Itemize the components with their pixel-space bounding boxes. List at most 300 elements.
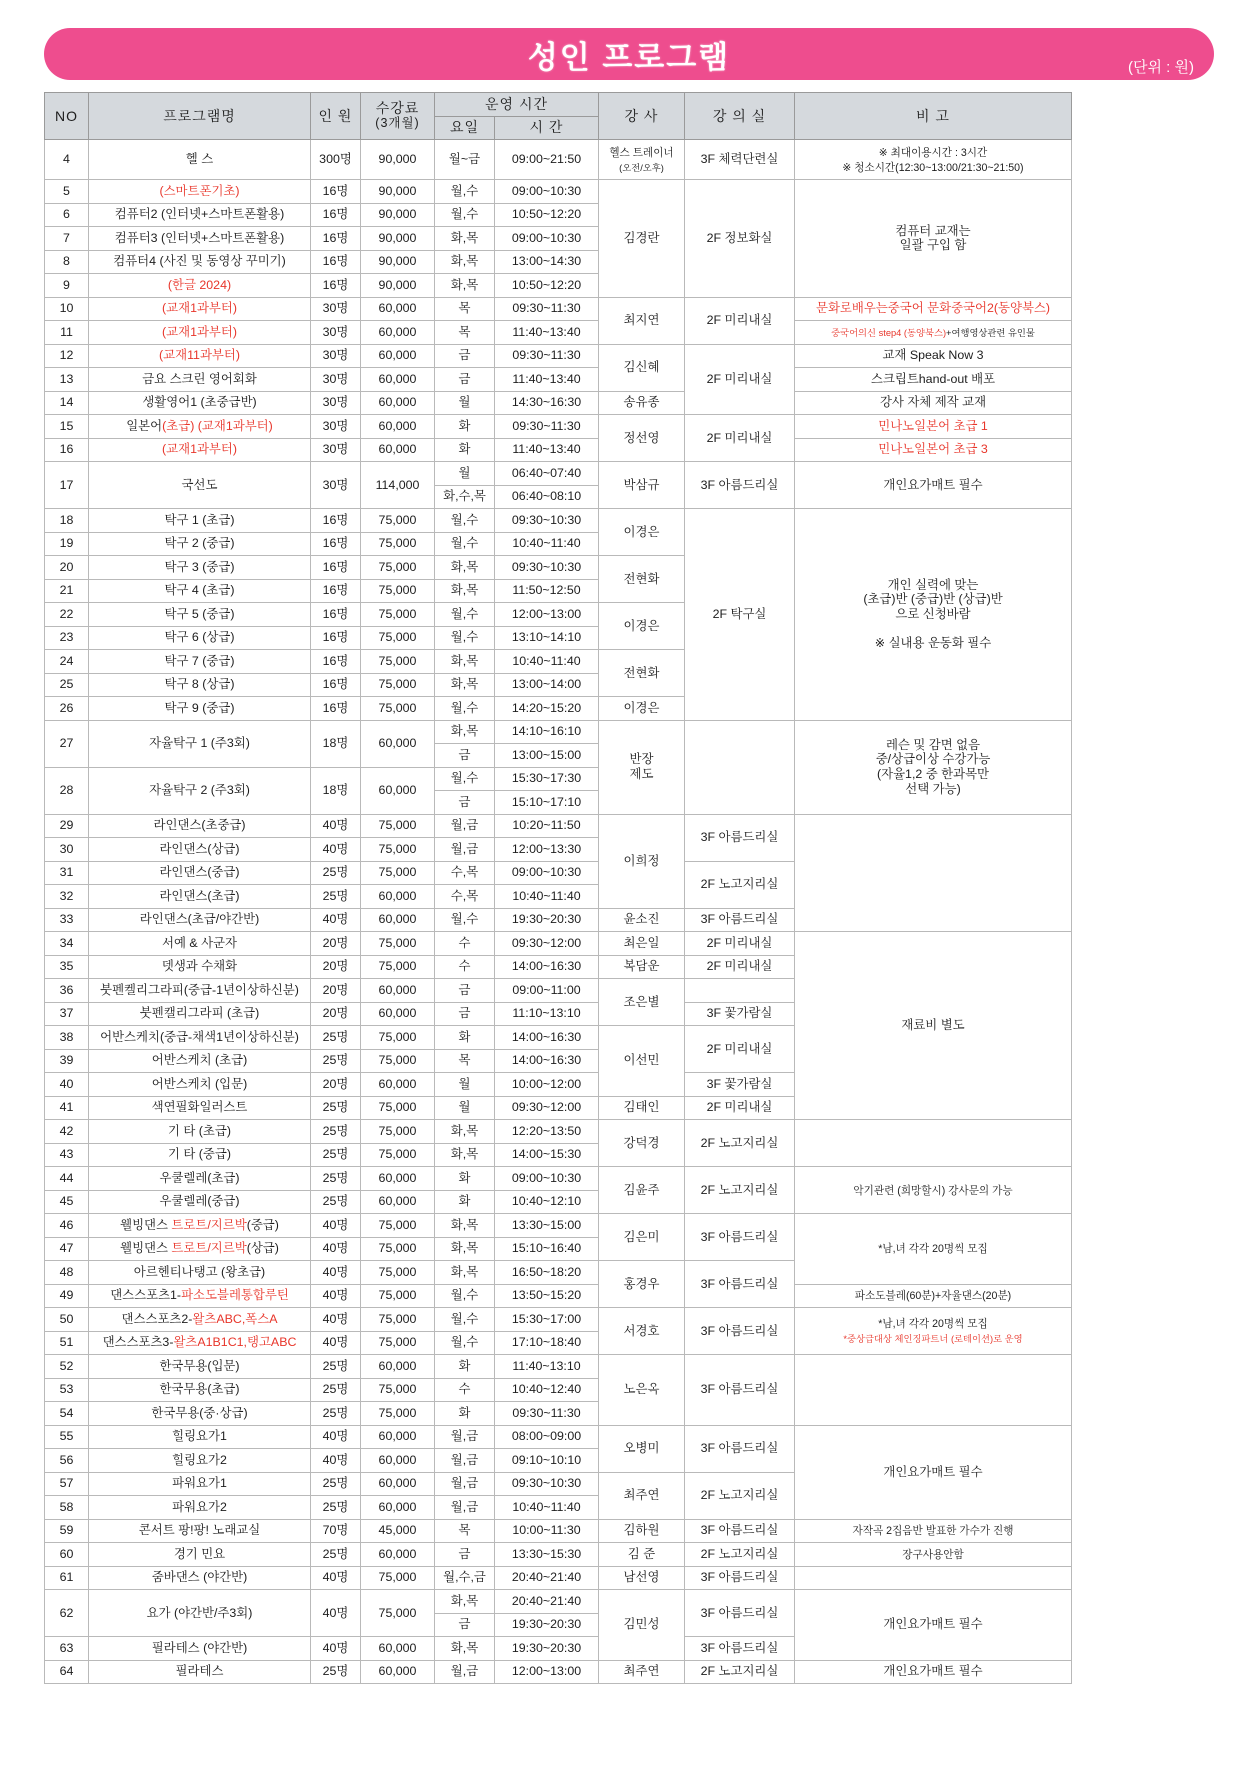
capacity: 16명 <box>311 650 361 674</box>
capacity: 40명 <box>311 1237 361 1261</box>
program-name: 웰빙댄스 트로트/지르박(상급) <box>89 1237 311 1261</box>
time: 11:10~13:10 <box>495 1002 599 1026</box>
col-no: NO <box>45 93 89 140</box>
program-name: 탁구 1 (초급) <box>89 509 311 533</box>
fee: 60,000 <box>361 979 435 1003</box>
room: 2F 미리내실 <box>685 1026 795 1073</box>
day: 월,수 <box>435 1308 495 1332</box>
row-no: 49 <box>45 1284 89 1308</box>
fee: 75,000 <box>361 626 435 650</box>
table-row <box>45 438 1072 462</box>
row-no: 46 <box>45 1214 89 1238</box>
row-no: 53 <box>45 1378 89 1402</box>
room: 2F 미리내실 <box>685 955 795 979</box>
note <box>795 1566 1072 1590</box>
day: 월,금 <box>435 1425 495 1449</box>
row-no: 63 <box>45 1637 89 1661</box>
time: 10:40~11:40 <box>495 532 599 556</box>
teacher: 전현화 <box>599 650 685 697</box>
program-name: 우쿨렐레(중급) <box>89 1190 311 1214</box>
row-no: 16 <box>45 438 89 462</box>
capacity: 16명 <box>311 697 361 721</box>
table-row <box>45 462 1072 486</box>
teacher: 헬스 트레이너 (오전/오후) <box>599 140 685 180</box>
program-name: 필라테스 <box>89 1660 311 1684</box>
table-row <box>45 1167 1072 1191</box>
table-row <box>45 1425 1072 1449</box>
capacity: 25명 <box>311 885 361 909</box>
time: 06:40~08:10 <box>495 485 599 509</box>
row-no: 62 <box>45 1590 89 1637</box>
fee: 90,000 <box>361 203 435 227</box>
program-name: 라인댄스(초급/야간반) <box>89 908 311 932</box>
teacher: 이경은 <box>599 603 685 650</box>
teacher: 이선민 <box>599 1026 685 1097</box>
row-no: 9 <box>45 274 89 298</box>
time: 09:30~10:30 <box>495 1472 599 1496</box>
title-banner <box>44 28 1214 80</box>
time: 16:50~18:20 <box>495 1261 599 1285</box>
program-name: 우쿨렐레(초급) <box>89 1167 311 1191</box>
program-name: 색연필화일러스트 <box>89 1096 311 1120</box>
capacity: 16명 <box>311 509 361 533</box>
teacher: 이경은 <box>599 509 685 556</box>
table-row <box>45 1284 1072 1308</box>
fee: 75,000 <box>361 932 435 956</box>
program-name: 서예 & 사군자 <box>89 932 311 956</box>
day: 화,목 <box>435 1590 495 1614</box>
day: 화 <box>435 438 495 462</box>
note <box>795 1120 1072 1167</box>
room: 3F 꽃가람실 <box>685 1073 795 1097</box>
note: 민나노일본어 초급 1 <box>795 415 1072 439</box>
teacher: 김태인 <box>599 1096 685 1120</box>
fee: 60,000 <box>361 1449 435 1473</box>
time: 15:10~17:10 <box>495 791 599 815</box>
day: 화,목 <box>435 1637 495 1661</box>
note: ※ 최대이용시간 : 3시간 ※ 청소시간(12:30~13:00/21:30~21:50) <box>795 140 1072 180</box>
note: 장구사용안함 <box>795 1543 1072 1567</box>
table-body <box>45 140 1072 1684</box>
row-no: 11 <box>45 321 89 345</box>
time: 20:40~21:40 <box>495 1566 599 1590</box>
room: 3F 체력단련실 <box>685 140 795 180</box>
capacity: 30명 <box>311 344 361 368</box>
time: 13:30~15:30 <box>495 1543 599 1567</box>
day: 월,수 <box>435 697 495 721</box>
capacity: 40명 <box>311 1590 361 1637</box>
teacher: 노은옥 <box>599 1355 685 1426</box>
row-no: 36 <box>45 979 89 1003</box>
time: 09:00~10:30 <box>495 180 599 204</box>
day: 화 <box>435 1190 495 1214</box>
table-row <box>45 1590 1072 1614</box>
table-row <box>45 391 1072 415</box>
day: 월,수 <box>435 626 495 650</box>
day: 금 <box>435 791 495 815</box>
table-row <box>45 1120 1072 1144</box>
fee: 75,000 <box>361 603 435 627</box>
row-no: 55 <box>45 1425 89 1449</box>
program-name: 어반스케치 (초급) <box>89 1049 311 1073</box>
room: 2F 미리내실 <box>685 932 795 956</box>
day: 화,목 <box>435 673 495 697</box>
col-fee <box>361 93 435 140</box>
fee: 75,000 <box>361 697 435 721</box>
capacity: 20명 <box>311 1002 361 1026</box>
time: 09:30~10:30 <box>495 509 599 533</box>
capacity: 25명 <box>311 1355 361 1379</box>
time: 10:50~12:20 <box>495 203 599 227</box>
fee: 75,000 <box>361 861 435 885</box>
capacity: 30명 <box>311 391 361 415</box>
row-no: 59 <box>45 1519 89 1543</box>
room: 3F 아름드리실 <box>685 908 795 932</box>
capacity: 16명 <box>311 673 361 697</box>
program-name: 기 타 (초급) <box>89 1120 311 1144</box>
fee: 75,000 <box>361 673 435 697</box>
day: 금 <box>435 1543 495 1567</box>
capacity: 25명 <box>311 1026 361 1050</box>
capacity: 40명 <box>311 838 361 862</box>
fee: 60,000 <box>361 720 435 767</box>
row-no: 7 <box>45 227 89 251</box>
capacity: 30명 <box>311 415 361 439</box>
fee: 75,000 <box>361 1284 435 1308</box>
capacity: 40명 <box>311 1284 361 1308</box>
row-no: 60 <box>45 1543 89 1567</box>
program-name: 생활영어1 (초중급반) <box>89 391 311 415</box>
time: 09:30~11:30 <box>495 415 599 439</box>
capacity: 25명 <box>311 861 361 885</box>
row-no: 23 <box>45 626 89 650</box>
day: 화 <box>435 1355 495 1379</box>
note: 문화로배우는중국어 문화중국어2(동양북스) <box>795 297 1072 321</box>
day: 월 <box>435 391 495 415</box>
time: 13:00~14:00 <box>495 673 599 697</box>
day: 월,수 <box>435 1331 495 1355</box>
fee: 75,000 <box>361 1331 435 1355</box>
time: 09:30~11:30 <box>495 344 599 368</box>
capacity: 16명 <box>311 603 361 627</box>
room: 2F 노고지리실 <box>685 1660 795 1684</box>
fee: 90,000 <box>361 274 435 298</box>
capacity: 40명 <box>311 1261 361 1285</box>
fee: 60,000 <box>361 908 435 932</box>
room: 2F 노고지리실 <box>685 1472 795 1519</box>
room: 3F 아름드리실 <box>685 1425 795 1472</box>
time: 14:00~15:30 <box>495 1143 599 1167</box>
col-fee-line1: 수강료 <box>375 100 420 117</box>
fee: 60,000 <box>361 1002 435 1026</box>
program-name: 라인댄스(초급) <box>89 885 311 909</box>
row-no: 51 <box>45 1331 89 1355</box>
col-fee-line2: (3개월) <box>375 115 420 130</box>
fee: 75,000 <box>361 1026 435 1050</box>
day: 월~금 <box>435 140 495 180</box>
table-row <box>45 297 1072 321</box>
note: 중국어의신 step4 (동양북스)+여행영상관련 유인물 <box>795 321 1072 345</box>
time: 10:40~12:40 <box>495 1378 599 1402</box>
teacher: 서경호 <box>599 1308 685 1355</box>
room: 3F 아름드리실 <box>685 814 795 861</box>
table-row <box>45 1660 1072 1684</box>
row-no: 61 <box>45 1566 89 1590</box>
capacity: 40명 <box>311 1308 361 1332</box>
capacity: 16명 <box>311 227 361 251</box>
row-no: 56 <box>45 1449 89 1473</box>
row-no: 17 <box>45 462 89 509</box>
fee: 75,000 <box>361 1566 435 1590</box>
program-name: 어반스케치 (입문) <box>89 1073 311 1097</box>
capacity: 30명 <box>311 438 361 462</box>
page-title: 성인 프로그램 <box>527 39 731 75</box>
room: 2F 노고지리실 <box>685 861 795 908</box>
fee: 75,000 <box>361 1590 435 1637</box>
row-no: 4 <box>45 140 89 180</box>
time: 09:00~10:30 <box>495 1167 599 1191</box>
fee: 60,000 <box>361 1190 435 1214</box>
room: 3F 아름드리실 <box>685 1214 795 1261</box>
fee: 60,000 <box>361 1472 435 1496</box>
capacity: 25명 <box>311 1660 361 1684</box>
fee: 60,000 <box>361 1637 435 1661</box>
fee: 75,000 <box>361 1308 435 1332</box>
day: 금 <box>435 1613 495 1637</box>
time: 15:30~17:00 <box>495 1308 599 1332</box>
day: 목 <box>435 321 495 345</box>
day: 월,금 <box>435 1496 495 1520</box>
time: 09:30~11:30 <box>495 297 599 321</box>
time: 11:40~13:40 <box>495 321 599 345</box>
program-name: 한국무용(중·상급) <box>89 1402 311 1426</box>
room: 3F 꽃가람실 <box>685 1002 795 1026</box>
room <box>685 979 795 1003</box>
col-operating-time: 운영 시간 <box>435 93 599 117</box>
row-no: 43 <box>45 1143 89 1167</box>
table-row <box>45 720 1072 744</box>
capacity: 30명 <box>311 297 361 321</box>
time: 14:10~16:10 <box>495 720 599 744</box>
time: 19:30~20:30 <box>495 1637 599 1661</box>
day: 월,수 <box>435 908 495 932</box>
row-no: 25 <box>45 673 89 697</box>
time: 09:30~10:30 <box>495 556 599 580</box>
time: 10:20~11:50 <box>495 814 599 838</box>
capacity: 300명 <box>311 140 361 180</box>
day: 목 <box>435 1049 495 1073</box>
program-name: 라인댄스(초중급) <box>89 814 311 838</box>
note: 민나노일본어 초급 3 <box>795 438 1072 462</box>
room: 3F 아름드리실 <box>685 1566 795 1590</box>
capacity: 20명 <box>311 1073 361 1097</box>
fee: 60,000 <box>361 368 435 392</box>
row-no: 57 <box>45 1472 89 1496</box>
capacity: 25명 <box>311 1496 361 1520</box>
room: 2F 미리내실 <box>685 297 795 344</box>
program-name: 컴퓨터4 (사진 및 동영상 꾸미기) <box>89 250 311 274</box>
time: 09:00~10:30 <box>495 227 599 251</box>
note: 개인요가매트 필수 <box>795 462 1072 509</box>
program-name: 파워요가2 <box>89 1496 311 1520</box>
day: 수,목 <box>435 861 495 885</box>
day: 화,목 <box>435 1120 495 1144</box>
program-name: (교재1과부터) <box>89 297 311 321</box>
table-row <box>45 1355 1072 1379</box>
col-room: 강 의 실 <box>685 93 795 140</box>
room: 2F 미리내실 <box>685 415 795 462</box>
capacity: 16명 <box>311 180 361 204</box>
table-row <box>45 415 1072 439</box>
teacher: 김신혜 <box>599 344 685 391</box>
capacity: 25명 <box>311 1378 361 1402</box>
capacity: 18명 <box>311 720 361 767</box>
teacher: 윤소진 <box>599 908 685 932</box>
capacity: 16명 <box>311 274 361 298</box>
program-name: 탁구 7 (중급) <box>89 650 311 674</box>
capacity: 16명 <box>311 626 361 650</box>
program-name: 탁구 2 (중급) <box>89 532 311 556</box>
table-row <box>45 180 1072 204</box>
program-name: 탁구 6 (상급) <box>89 626 311 650</box>
row-no: 31 <box>45 861 89 885</box>
capacity: 40명 <box>311 1214 361 1238</box>
fee: 60,000 <box>361 297 435 321</box>
teacher: 최지연 <box>599 297 685 344</box>
time: 14:00~16:30 <box>495 955 599 979</box>
fee: 90,000 <box>361 180 435 204</box>
time: 13:30~15:00 <box>495 1214 599 1238</box>
row-no: 44 <box>45 1167 89 1191</box>
time: 09:00~11:00 <box>495 979 599 1003</box>
row-no: 5 <box>45 180 89 204</box>
program-name: 금요 스크린 영어회화 <box>89 368 311 392</box>
day: 수 <box>435 955 495 979</box>
time: 11:40~13:40 <box>495 438 599 462</box>
capacity: 16명 <box>311 556 361 580</box>
teacher: 김하원 <box>599 1519 685 1543</box>
note: 자작곡 2집음반 발표한 가수가 진행 <box>795 1519 1072 1543</box>
table-row <box>45 344 1072 368</box>
day: 월,금 <box>435 814 495 838</box>
row-no: 50 <box>45 1308 89 1332</box>
teacher: 김윤주 <box>599 1167 685 1214</box>
day: 화,목 <box>435 579 495 603</box>
time: 15:10~16:40 <box>495 1237 599 1261</box>
time: 09:00~21:50 <box>495 140 599 180</box>
fee: 75,000 <box>361 814 435 838</box>
table-row <box>45 932 1072 956</box>
capacity: 25명 <box>311 1472 361 1496</box>
fee: 60,000 <box>361 1167 435 1191</box>
program-name: 댄스스포츠1-파소도블레통합루틴 <box>89 1284 311 1308</box>
day: 화,목 <box>435 1261 495 1285</box>
teacher: 복담운 <box>599 955 685 979</box>
room: 3F 아름드리실 <box>685 462 795 509</box>
day: 화,목 <box>435 1143 495 1167</box>
fee: 60,000 <box>361 1496 435 1520</box>
day: 화,목 <box>435 250 495 274</box>
day: 월,수 <box>435 603 495 627</box>
day: 월,금 <box>435 1660 495 1684</box>
program-name: 탁구 9 (중급) <box>89 697 311 721</box>
fee: 60,000 <box>361 1355 435 1379</box>
program-name: 라인댄스(중급) <box>89 861 311 885</box>
time: 09:30~12:00 <box>495 932 599 956</box>
row-no: 29 <box>45 814 89 838</box>
time: 15:30~17:30 <box>495 767 599 791</box>
table-header <box>45 93 1072 140</box>
note: *남,녀 각각 20명씩 모집 <box>795 1214 1072 1285</box>
row-no: 37 <box>45 1002 89 1026</box>
row-no: 14 <box>45 391 89 415</box>
room: 2F 탁구실 <box>685 509 795 721</box>
day: 화,목 <box>435 274 495 298</box>
capacity: 20명 <box>311 932 361 956</box>
row-no: 12 <box>45 344 89 368</box>
row-no: 39 <box>45 1049 89 1073</box>
fee: 75,000 <box>361 1378 435 1402</box>
room: 3F 아름드리실 <box>685 1308 795 1355</box>
col-time: 시 간 <box>495 116 599 140</box>
day: 화,수,목 <box>435 485 495 509</box>
day: 목 <box>435 297 495 321</box>
note: *남,녀 각각 20명씩 모집 *중상급대상 체인징파트너 (로테이션)로 운영 <box>795 1308 1072 1355</box>
program-name: 컴퓨터2 (인터넷+스마트폰활용) <box>89 203 311 227</box>
program-name: 기 타 (중급) <box>89 1143 311 1167</box>
program-name: 콘서트 팡!팡! 노래교실 <box>89 1519 311 1543</box>
fee: 75,000 <box>361 1143 435 1167</box>
program-table <box>44 92 1072 1684</box>
room: 2F 노고지리실 <box>685 1167 795 1214</box>
capacity: 16명 <box>311 532 361 556</box>
fee: 45,000 <box>361 1519 435 1543</box>
note: 개인 실력에 맞는 (초급)반 (중급)반 (상급)반 으로 신청바람 ※ 실내용 운동화 필수 <box>795 509 1072 721</box>
program-name: 컴퓨터3 (인터넷+스마트폰활용) <box>89 227 311 251</box>
program-name: 탁구 3 (중급) <box>89 556 311 580</box>
capacity: 30명 <box>311 462 361 509</box>
day: 월,수 <box>435 203 495 227</box>
teacher: 박삼규 <box>599 462 685 509</box>
program-name: 줌바댄스 (야간반) <box>89 1566 311 1590</box>
currency-unit-label: (단위 : 원) <box>1128 59 1194 76</box>
program-name: 한국무용(입문) <box>89 1355 311 1379</box>
capacity: 16명 <box>311 579 361 603</box>
teacher: 조은별 <box>599 979 685 1026</box>
time: 10:40~12:10 <box>495 1190 599 1214</box>
day: 금 <box>435 744 495 768</box>
fee: 75,000 <box>361 1214 435 1238</box>
capacity: 25명 <box>311 1143 361 1167</box>
capacity: 25명 <box>311 1190 361 1214</box>
capacity: 25명 <box>311 1402 361 1426</box>
capacity: 30명 <box>311 368 361 392</box>
day: 화 <box>435 415 495 439</box>
time: 20:40~21:40 <box>495 1590 599 1614</box>
row-no: 6 <box>45 203 89 227</box>
time: 09:30~12:00 <box>495 1096 599 1120</box>
capacity: 40명 <box>311 1637 361 1661</box>
fee: 60,000 <box>361 344 435 368</box>
fee: 75,000 <box>361 579 435 603</box>
table-row <box>45 1519 1072 1543</box>
room: 2F 노고지리실 <box>685 1543 795 1567</box>
capacity: 25명 <box>311 1120 361 1144</box>
day: 금 <box>435 979 495 1003</box>
fee: 60,000 <box>361 391 435 415</box>
col-program: 프로그램명 <box>89 93 311 140</box>
program-name: 자율탁구 1 (주3회) <box>89 720 311 767</box>
